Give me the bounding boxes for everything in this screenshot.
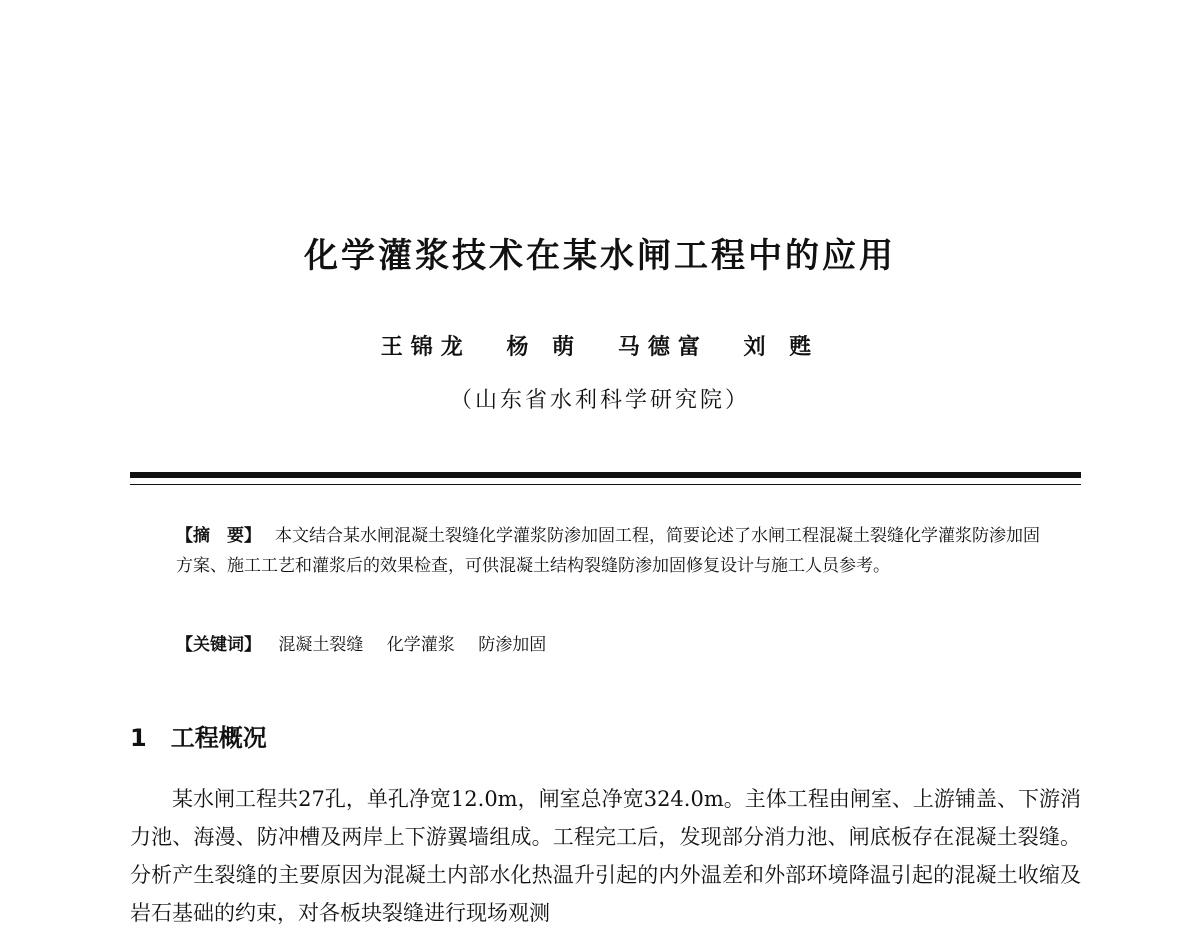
paper-title: 化学灌浆技术在某水闸工程中的应用 [304, 236, 896, 276]
section-heading [130, 720, 267, 756]
body-paragraph: 某水闸工程共27孔，单孔净宽12.0m，闸室总净宽324.0m。主体工程由闸室、上游铺盖、下游消力池、海漫、防冲槽及两岸上下游翼墙组成。工程完工后，发现部分消力池、闸底板存在混凝土裂缝。分析产生裂缝的主要原因为混凝土内部水化热温升引起的内外温差和外部环境降温引起的混凝土收缩及岩石基础的约束，对各板块裂缝进行现场观测 [130, 787, 1081, 925]
header-rule-thin [130, 484, 1081, 485]
author-name: 刘 甦 [743, 334, 820, 360]
abstract-label: 【摘 要】 [176, 526, 261, 546]
section-title: 工程概况 [170, 724, 267, 752]
keywords-label: 【关键词】 [176, 635, 261, 655]
author-name: 王锦龙 [380, 334, 471, 360]
keyword: 化学灌浆 [386, 635, 455, 655]
author-name: 马德富 [617, 334, 708, 360]
abstract-text: 本文结合某水闸混凝土裂缝化学灌浆防渗加固工程，简要论述了水闸工程混凝土裂缝化学灌浆防渗加固方案、施工工艺和灌浆后的效果检查，可供混凝土结构裂缝防渗加固修复设计与施工人员参考。 [176, 526, 1040, 576]
author-list [0, 330, 1200, 364]
keyword: 混凝土裂缝 [278, 635, 364, 655]
header-rule-thick [130, 472, 1081, 478]
keywords-block [176, 630, 1056, 660]
author-name: 杨 萌 [506, 334, 583, 360]
section-number: 1 [130, 724, 147, 752]
affiliation: （山东省水利科学研究院） [449, 388, 750, 413]
abstract-block [176, 521, 1056, 581]
keyword: 防渗加固 [478, 635, 547, 655]
